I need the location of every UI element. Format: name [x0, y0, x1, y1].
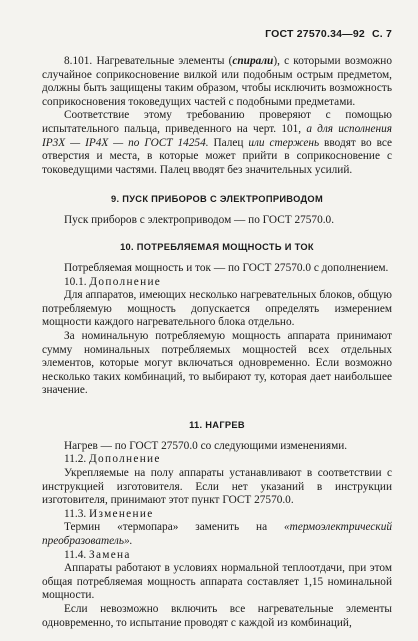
paragraph-10: Потребляемая мощность и ток — по ГОСТ 27570.0 с дополнением.	[64, 261, 389, 274]
subclause-label: Дополнение	[89, 275, 162, 288]
paragraph-11: Нагрев — по ГОСТ 27570.0 со следующими изменениями.	[64, 439, 348, 452]
subclause-11-4	[42, 549, 392, 563]
text-fragment: ), с которыми возможно случайное соприкосновение вилкой или подобным острым предметом, должны быть защищены таким образом, чтобы исключить возможность соприкосновения токоведущих частей с подобными предметами.	[42, 55, 392, 108]
emphasis-text: спирали	[232, 55, 274, 67]
page-number: С. 7	[371, 28, 392, 40]
clause-number: 10.1.	[64, 275, 87, 288]
emphasis-text: «термоэлектрический преобразователь».	[42, 521, 392, 548]
section-heading-9: 9. ПУСК ПРИБОРОВ С ЭЛЕКТРОПРИВОДОМ	[111, 194, 323, 205]
page-header	[265, 28, 392, 40]
text-fragment: Палец	[208, 136, 249, 149]
document-body	[42, 55, 392, 630]
clause-number: 11.4.	[64, 548, 87, 561]
subclause-label: Изменение	[89, 507, 154, 520]
text-fragment: Термин «термопара» заменить на	[64, 521, 285, 534]
subclause-10-1	[42, 276, 392, 290]
subclause-11-3	[42, 508, 392, 522]
paragraph-10-1-a: Для аппаратов, имеющих несколько нагревательных блоков, общую потребляемую мощность допускается определять измерением мощности каждого нагревательного блока отдельно.	[42, 289, 392, 329]
section-heading-10: 10. ПОТРЕБЛЯЕМАЯ МОЩНОСТЬ И ТОК	[120, 241, 314, 252]
paragraph-11-4-b: Если невозможно включить все нагревательные элементы одновременно, то испытание проводят с каждой из комбинаций,	[42, 603, 392, 629]
paragraph-11-2: Укрепляемые на полу аппараты устанавливают в соответствии с инструкцией изготовителя. Если нет указаний в инструкции изготовителя, принимают этот пункт ГОСТ 27570.0.	[42, 467, 392, 507]
text-fragment: Соответствие этому требованию проверяют с помощью испытательного пальца, приведенного на черт. 101,	[42, 109, 392, 135]
text-fragment: вводят во все отверстия и места, в которые может прийти в соприкосновение с токоведущими частями. Палец вводят без значительных усилий.	[42, 136, 393, 176]
clause-number: 11.2.	[64, 453, 87, 466]
paragraph-11-3	[42, 521, 392, 548]
emphasis-text: а для исполнения IP3X — IP4X — по ГОСТ 14254.	[42, 122, 392, 149]
subclause-label: Дополнение	[89, 453, 161, 466]
text-fragment: Нагревательные элементы (	[96, 55, 233, 67]
emphasis-text: или стержень	[248, 136, 320, 149]
paragraph-9: Пуск приборов с электроприводом — по ГОСТ 27570.0.	[64, 214, 335, 227]
standard-number: ГОСТ 27570.34—92	[265, 28, 365, 40]
clause-number: 8.101.	[64, 55, 93, 67]
paragraph-10-1-b: За номинальную потребляемую мощность аппарата принимают сумму номинальных потребляемых мощностей всех отдельных элементов, которые могут включаться одновременно. Если возможно несколько таких комбинаций, то выбирают ту, которая дает наибольшее значение.	[42, 329, 392, 397]
paragraph-11-4-a: Аппараты работают в условиях нормальной теплоотдачи, при этом общая потребляемая мощность аппарата составляет 1,15 номинальной мощности.	[42, 562, 392, 602]
section-heading-11: 11. НАГРЕВ	[189, 419, 245, 430]
clause-8-101	[42, 55, 392, 109]
subclause-label: Замена	[89, 548, 131, 561]
paragraph-compliance	[42, 109, 392, 177]
subclause-11-2	[42, 453, 392, 467]
clause-number: 11.3.	[64, 507, 87, 520]
